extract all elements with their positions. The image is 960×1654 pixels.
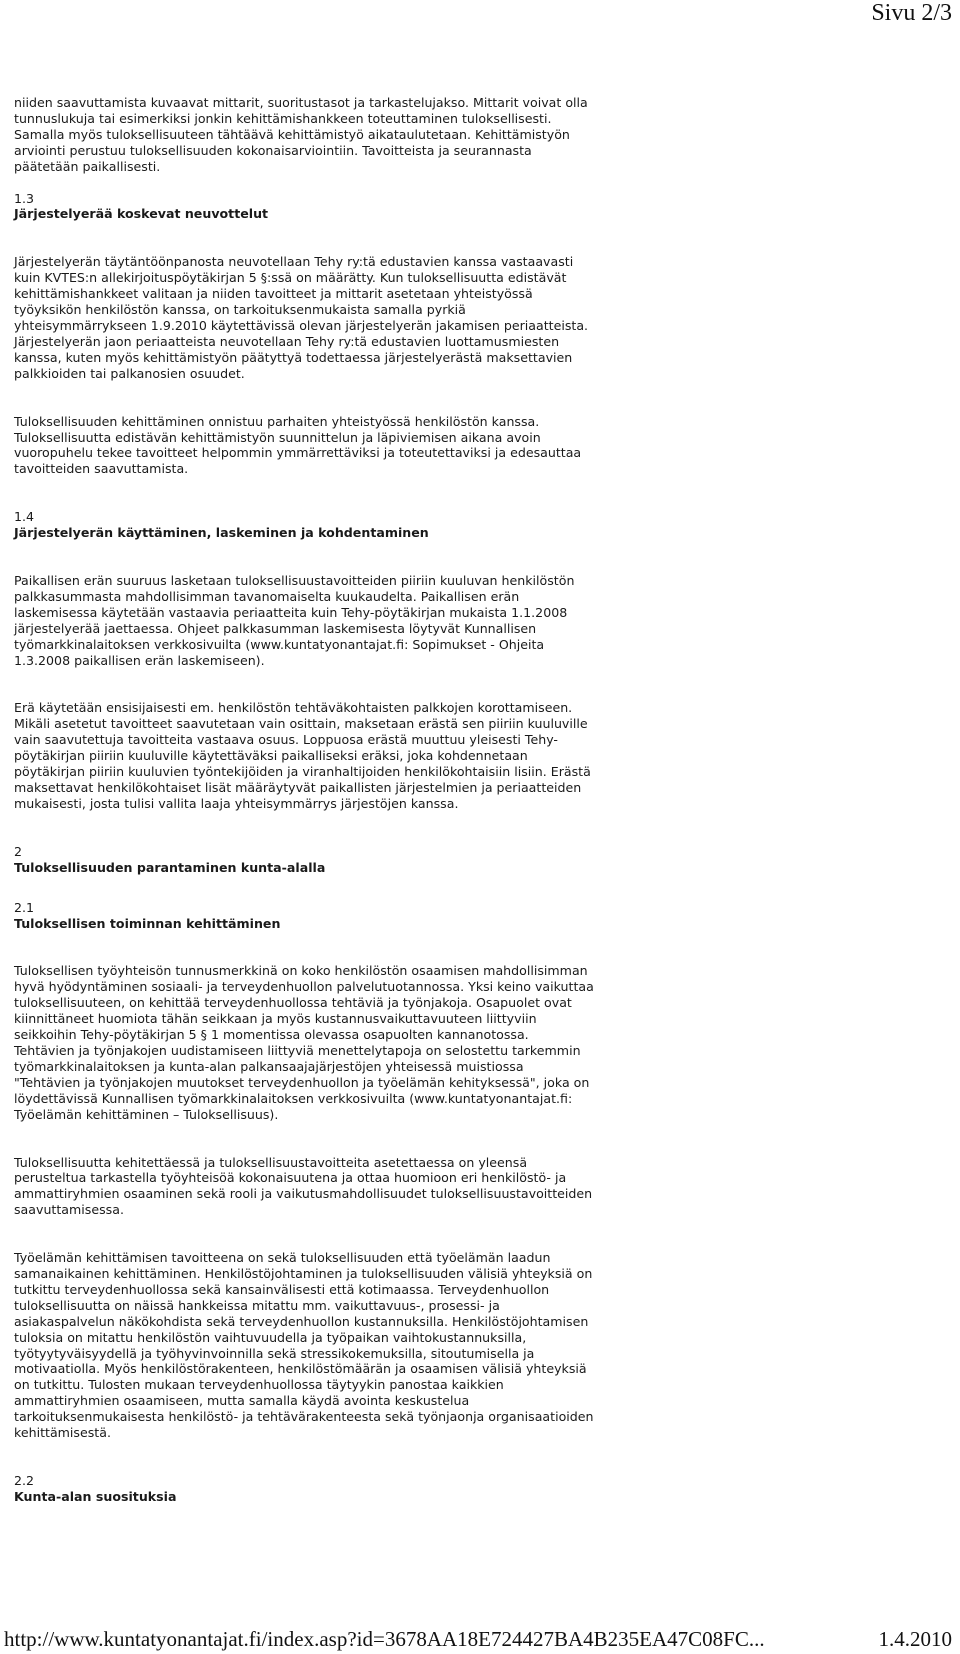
section-2-1-paragraph-2: Tuloksellisuutta kehitettäessä ja tuloksellisuustavoitteita asetettaessa on yleensä perusteltua tarkastella työyhteisöä kokonaisuutena ja ottaa huomioon eri henkilöstö- ja ammattiryhmien osaaminen sekä rooli ja vaikutusmahdollisuudet tuloksellisuustavoitteiden saavuttamisessa. [14,1154,593,1218]
section-2-2-number: 2.2 [14,1473,35,1488]
footer-url: http://www.kuntatyonantajat.fi/index.asp?id=3678AA18E724427BA4B235EA47C08FC... [4,1627,765,1651]
section-1-4-paragraph-1: Paikallisen erän suuruus lasketaan tuloksellisuustavoitteiden piiriin kuuluvan henkilöstön palkkasummasta mahdollisimman tavanomaiselta kuukaudelta. Paikallisen erän laskemisessa käytetään vastaavia periaatteita kuin Tehy-pöytäkirjan mukaista 1.1.2008 järjestelyerää jaettaessa. Ohjeet palkkasumman laskemisesta löytyvät Kunnallisen työmarkkinalaitoksen verkkosivuilta (www.kuntatyonantajat.fi: Sopimukset - Ohjeita 1.3.2008 paikallisen erän laskemiseen). [14,573,575,668]
footer-date: 1.4.2010 [878,1627,952,1651]
section-2-1-title: Tuloksellisen toiminnan kehittäminen [14,915,281,931]
section-2-number: 2 [14,843,23,859]
section-1-3-paragraph-2: Tuloksellisuuden kehittäminen onnistuu parhaiten yhteistyössä henkilöstön kanssa. Tuloksellisuutta edistävän kehittämistyön suunnittelun ja läpiviemisen aikana avoin vuoropuhelu tekee tavoitteet helpommin ymmärrettäviksi ja toteutettaviksi ja edesauttaa tavoitteiden saavuttamista. [14,413,582,477]
intro-paragraph: niiden saavuttamista kuvaavat mittarit, suoritustasot ja tarkastelujakso. Mittarit voivat olla tunnuslukuja tai esimerkiksi jonkin kehittämishankkeen toteuttaminen tuloksellisesti. Samalla myös tuloksellisuuteen tähtäävä kehittämistyö aikataulutetaan. Kehittämistyön arviointi perustuu tuloksellisuuden kokonaisarviointiin. Tavoitteista ja seurannasta päätetään paikallisesti. [14,95,588,174]
section-2-1-paragraph-3: Työelämän kehittämisen tavoitteena on sekä tuloksellisuuden että työelämän laadun samanaikainen kehittäminen. Henkilöstöjohtaminen ja tuloksellisuuden välisiä yhteyksiä on tutkittu terveydenhuollossa sekä kansainvälisesti että kotimaassa. Terveydenhuollon tuloksellisuutta on näissä hankkeissa mitattu mm. vaikuttavuus-, prosessi- ja asiakaspalvelun näkökohdista sekä terveydenhuollon kustannuksilla. Henkilöstöjohtamisen tuloksia on mitattu henkilöstön vaihtuvuudella ja työpaikan vaihtokustannuksilla, työtyytyväisyydellä ja työhyvinvoinnilla sekä stressikokemuksilla, sitoutumisella ja motivaatiolla. Myös henkilöstörakenteen, henkilöstömäärän ja osaamisen välisiä yhteyksiä on tutkittu. Tulosten mukaan terveydenhuollossa täytyykin panostaa kaikkien ammattiryhmien osaamiseen, mutta samalla käydä avointa keskustelua tarkoituksenmukaisesta henkilöstö- ja tehtävärakenteesta sekä työnjaonja organisaatioiden kehittämisestä. [14,1250,594,1441]
document-body [14,95,944,1505]
section-1-3-title: Järjestelyerää koskevat neuvottelut [14,206,269,222]
section-2-title: Tuloksellisuuden parantaminen kunta-alalla [14,859,326,875]
section-1-4-paragraph-2: Erä käytetään ensisijaisesti em. henkilöstön tehtäväkohtaisten palkkojen korottamiseen. Mikäli asetetut tavoitteet saavutetaan vain osittain, maksetaan erästä sen piiriin kuuluville vain saavutettuja tavoitteita vastaava osuus. Loppuosa erästä muuttuu yleisesti Tehy- pöytäkirjan piiriin kuuluville käytettäväksi paikalliseksi eräksi, joka kohdennetaan pöytäkirjan piiriin kuuluvien työntekijöiden ja viranhaltijoiden henkilökohtaisiin lisiin. Erästä maksettavat henkilökohtaiset lisät määräytyvät paikallisten järjestelmien ja periaatteiden mukaisesti, josta tulisi vallita laaja yhteisymmärrys järjestöjen kanssa. [14,700,591,811]
page-number: Sivu 2/3 [871,0,952,26]
section-1-3-paragraph-1: Järjestelyerän täytäntöönpanosta neuvotellaan Tehy ry:tä edustavien kanssa vastaavasti kuin KVTES:n allekirjoituspöytäkirjan 5 §:ssä on määrätty. Kun tuloksellisuutta edistävät kehittämishankkeet valitaan ja niiden tavoitteet ja mittarit asetetaan yhteistyössä työyksikön henkilöstön kanssa, on tarkoituksenmukaista samalla pyrkiä yhteisymmärrykseen 1.9.2010 käytettävissä olevan järjestelyerän jakamisen periaatteista. Järjestelyerän jaon periaatteista neuvotellaan Tehy ry:tä edustavien luottamusmiesten kanssa, kuten myös kehittämistyön päätyttyä todettaessa järjestelyerästä maksettavien palkkioiden tai palkanosien osuudet. [14,254,589,381]
section-2-1-number: 2.1 [14,899,35,915]
section-1-4-number: 1.4 [14,509,35,525]
section-1-3-number: 1.3 [14,190,35,206]
print-footer [4,1622,952,1652]
section-2-2-title: Kunta-alan suosituksia [14,1488,177,1504]
section-1-4-title: Järjestelyerän käyttäminen, laskeminen ja kohdentaminen [14,525,429,541]
section-2-1-paragraph-1: Tuloksellisen työyhteisön tunnusmerkkinä on koko henkilöstön osaamisen mahdollisimman hyvä hyödyntäminen sosiaali- ja terveydenhuollon palvelutuotannossa. Yksi keino vaikuttaa tuloksellisuuteen, on kehittää terveydenhuollossa tehtäviä ja työnjakoja. Osapuolet ovat kiinnittäneet huomiota tähän seikkaan ja myös kustannusvaikuttavuuteen liittyviin seikkoihin Tehy-pöytäkirjan 5 § 1 momentissa olevassa osapuolten kannanotossa. Tehtävien ja työnjakojen uudistamiseen liittyviä menettelytapoja on selostettu tarkemmin työmarkkinalaitoksen ja kunta-alan palkansaajajärjestöjen yhteisessä muistiossa "Tehtävien ja työnjakojen muutokset terveydenhuollon ja työelämän kehityksessä", joka on löydettävissä Kunnallisen työmarkkinalaitoksen verkkosivuilta (www.kuntatyonantajat.fi: Työelämän kehittäminen – Tuloksellisuus). [14,963,594,1122]
